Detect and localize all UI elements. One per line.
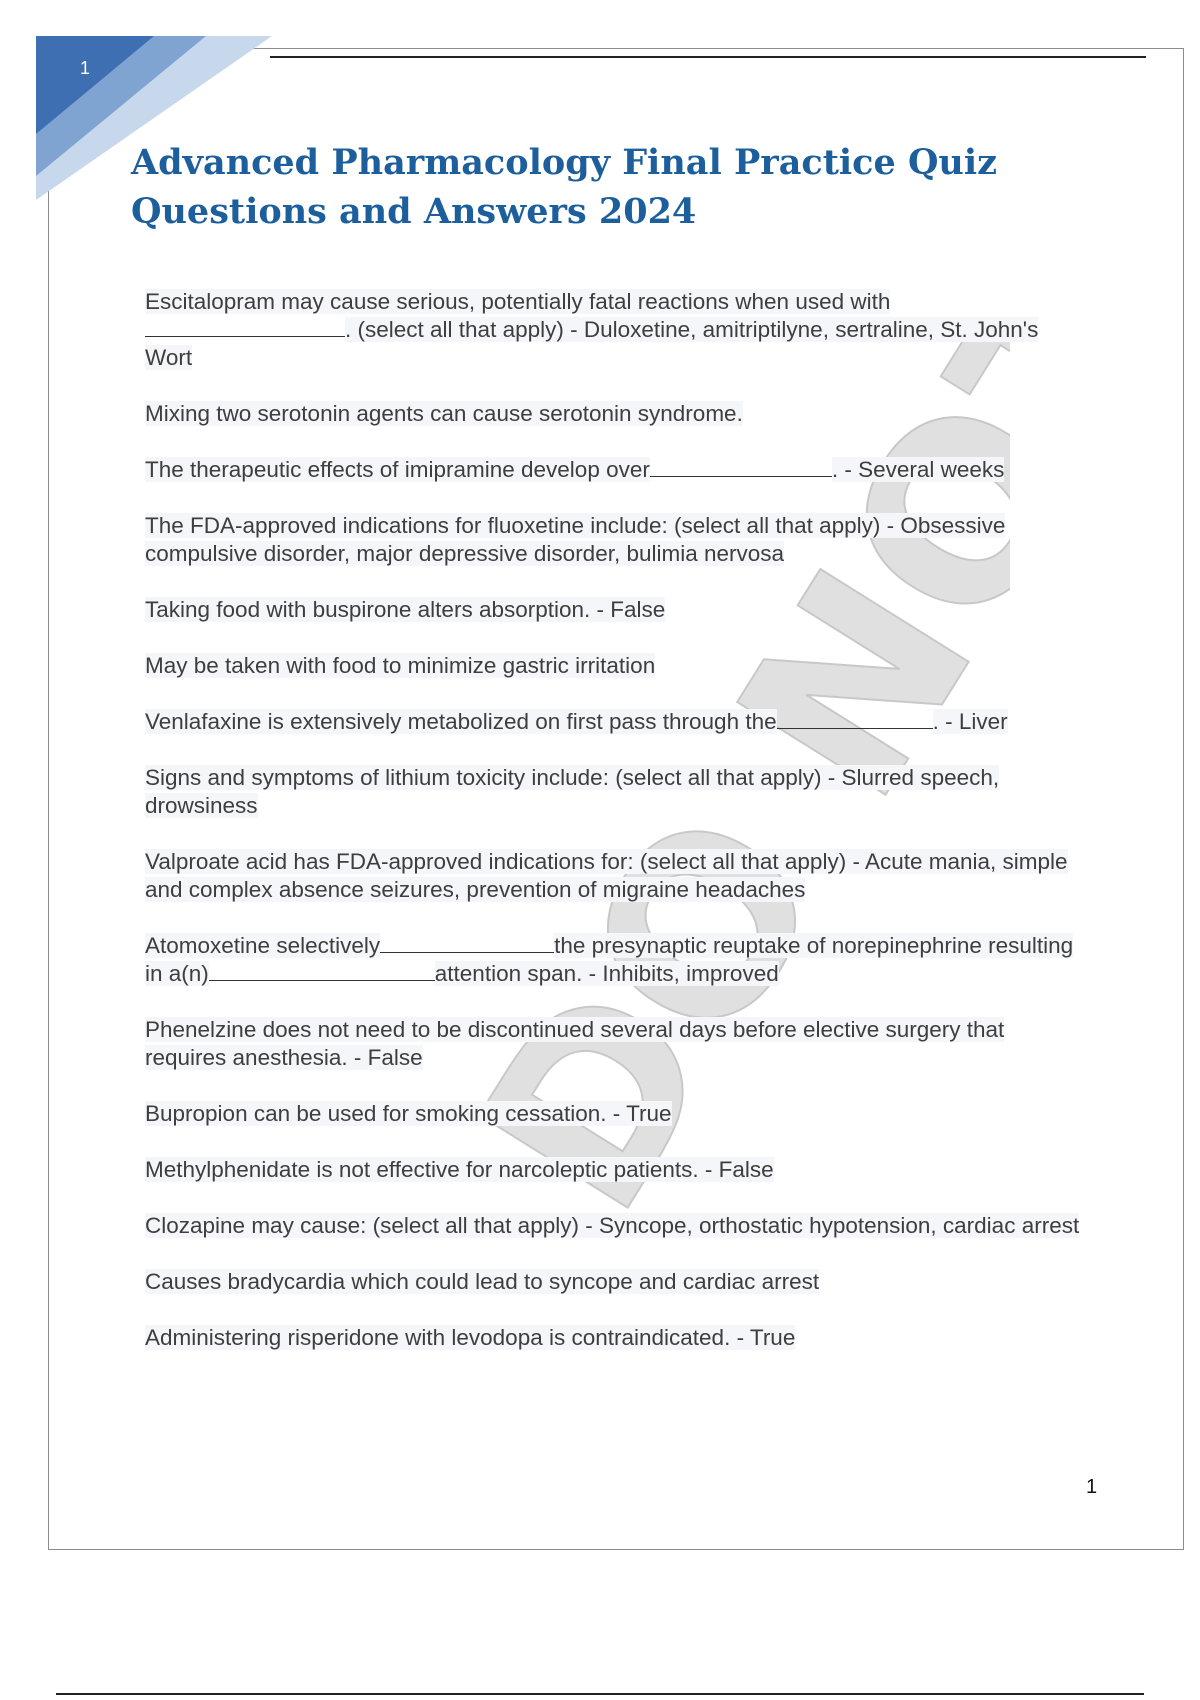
footer-rule [56, 1693, 1144, 1695]
qa-text: May be taken with food to minimize gastric irritation [145, 653, 656, 678]
qa-text: Taking food with buspirone alters absorption. - False [145, 597, 666, 622]
qa-text: Atomoxetine selectively [145, 933, 381, 958]
answer-blank [380, 932, 554, 953]
qa-item [145, 848, 1085, 904]
qa-text: The therapeutic effects of imipramine develop over [145, 457, 650, 482]
qa-item [145, 1156, 1085, 1184]
title-line-1: Advanced Pharmacology Final Practice Quiz [131, 142, 998, 183]
document-title [131, 138, 1031, 236]
corner-page-number: 1 [80, 58, 91, 78]
qa-item [145, 512, 1085, 568]
qa-item [145, 1100, 1085, 1128]
qa-item [145, 400, 1085, 428]
answer-blank [777, 708, 933, 729]
qa-item [145, 1268, 1085, 1296]
qa-list [145, 288, 1085, 1380]
qa-item [145, 596, 1085, 624]
qa-text: the presynaptic reuptake of norepinephrine resulting in a(n) [145, 933, 1074, 986]
qa-text: Causes bradycardia which could lead to syncope and cardiac arrest [145, 1269, 820, 1294]
answer-blank [145, 316, 345, 337]
qa-text: Valproate acid has FDA-approved indications for: (select all that apply) - Acute mania, simple and complex absence seizures, prevention of migraine headaches [145, 849, 1068, 902]
qa-text: The FDA-approved indications for fluoxetine include: (select all that apply) - Obsessive compulsive disorder, major depressive disorder, bulimia nervosa [145, 513, 1006, 566]
qa-text: . (select all that apply) - Duloxetine, amitriptilyne, sertraline, St. John's Wort [145, 317, 1039, 370]
qa-item [145, 1212, 1085, 1240]
header-rule [270, 56, 1146, 58]
qa-item [145, 932, 1085, 988]
qa-item [145, 764, 1085, 820]
qa-text: Phenelzine does not need to be discontinued several days before elective surgery that requires anesthesia. - False [145, 1017, 1005, 1070]
qa-item [145, 652, 1085, 680]
qa-text: Methylphenidate is not effective for narcoleptic patients. - False [145, 1157, 774, 1182]
answer-blank [650, 456, 832, 477]
qa-item [145, 288, 1085, 372]
qa-text: Venlafaxine is extensively metabolized on first pass through the [145, 709, 777, 734]
qa-text: Escitalopram may cause serious, potentially fatal reactions when used with [145, 289, 891, 314]
qa-item [145, 1324, 1085, 1352]
qa-text: Administering risperidone with levodopa is contraindicated. - True [145, 1325, 796, 1350]
title-line-2: Questions and Answers 2024 [131, 191, 697, 232]
qa-item [145, 708, 1085, 736]
qa-text: attention span. - Inhibits, improved [434, 961, 779, 986]
qa-text: Signs and symptoms of lithium toxicity include: (select all that apply) - Slurred speech, drowsiness [145, 765, 1000, 818]
qa-text: Mixing two serotonin agents can cause serotonin syndrome. [145, 401, 743, 426]
qa-text: . - Several weeks [831, 457, 1005, 482]
qa-item [145, 1016, 1085, 1072]
page-number: 1 [1086, 1476, 1098, 1498]
qa-text: Bupropion can be used for smoking cessation. - True [145, 1101, 672, 1126]
qa-text: Clozapine may cause: (select all that apply) - Syncope, orthostatic hypotension, cardiac arrest [145, 1213, 1080, 1238]
qa-item [145, 456, 1085, 484]
answer-blank [209, 960, 435, 981]
watermark-text: DO NOT [426, 330, 1010, 1230]
qa-text: . - Liver [932, 709, 1008, 734]
